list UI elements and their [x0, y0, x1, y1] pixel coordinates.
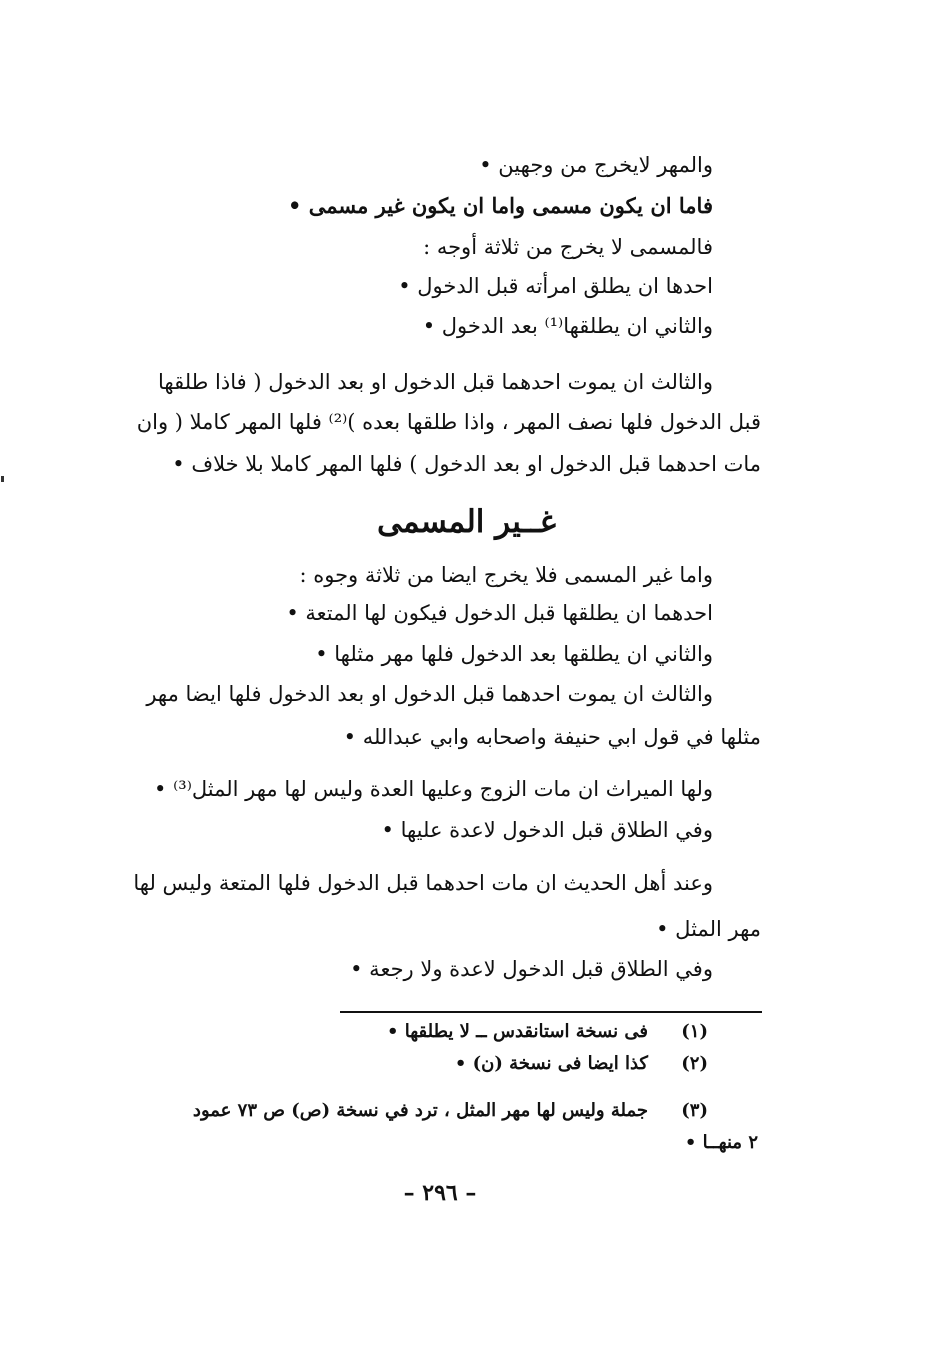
- section-line-3: والثاني ان يطلقها بعد الدخول فلها مهر مثلها •: [315, 642, 713, 666]
- body-line-3: فالمسمى لا يخرج من ثلاثة أوجه :: [423, 235, 713, 259]
- footnote-1-number: (١): [681, 1021, 708, 1042]
- footnote-1-text: فى نسخة استانقدس ــ لا يطلقها •: [386, 1021, 648, 1042]
- footnote-divider: [340, 1011, 762, 1013]
- section-line-8: وعند أهل الحديث ان مات احدهما قبل الدخول فلها المتعة وليس لها: [133, 871, 713, 895]
- body-line-6: والثالث ان يموت احدهما قبل الدخول او بعد الدخول ( فاذا طلقها: [158, 370, 713, 394]
- scan-edge-mark: [1, 476, 4, 482]
- footnote-3-number: (٣): [681, 1100, 708, 1121]
- section-line-1: واما غير المسمى فلا يخرج ايضا من ثلاثة وجوه :: [299, 563, 713, 587]
- section-line-5: مثلها في قول ابي حنيفة واصحابه وابي عبدالله •: [343, 725, 761, 749]
- body-line-8: مات احدهما قبل الدخول او بعد الدخول ) فلها المهر كاملا بلا خلاف •: [172, 452, 761, 476]
- body-line-2: فاما ان يكون مسمى واما ان يكون غير مسمى •: [287, 193, 713, 218]
- page-number: – ٢٩٦ –: [403, 1180, 477, 1206]
- body-line-7: قبل الدخول فلها نصف المهر ، واذا طلقها بعده )⁽²⁾ فلها المهر كاملا ( وان: [136, 410, 761, 434]
- body-line-1: والمهر لايخرج من وجهين •: [479, 153, 713, 177]
- section-line-6: ولها الميراث ان مات الزوج وعليها العدة وليس لها مهر المثل⁽³⁾ •: [154, 777, 713, 801]
- footnote-2-text: كذا ايضا فى نسخة (ن) •: [454, 1053, 648, 1074]
- section-line-9: مهر المثل •: [656, 917, 761, 941]
- section-heading: غــير المسمى: [376, 504, 557, 540]
- footnote-3-continuation: ٢ منهــا •: [684, 1132, 758, 1153]
- body-line-5: والثاني ان يطلقها⁽¹⁾ بعد الدخول •: [422, 314, 713, 338]
- footnote-2-number: (٢): [681, 1053, 708, 1074]
- section-line-4: والثالث ان يموت احدهما قبل الدخول او بعد الدخول فلها ايضا مهر: [146, 682, 713, 706]
- section-line-10: وفي الطلاق قبل الدخول لاعدة ولا رجعة •: [350, 957, 713, 981]
- footnote-3-text: جملة وليس لها مهر المثل ، ترد في نسخة (ص) ص ٧٣ عمود: [192, 1100, 648, 1121]
- section-line-7: وفي الطلاق قبل الدخول لاعدة عليها •: [381, 818, 713, 842]
- section-line-2: احدهما ان يطلقها قبل الدخول فيكون لها المتعة •: [286, 601, 713, 625]
- body-line-4: احدها ان يطلق امرأته قبل الدخول •: [398, 274, 713, 298]
